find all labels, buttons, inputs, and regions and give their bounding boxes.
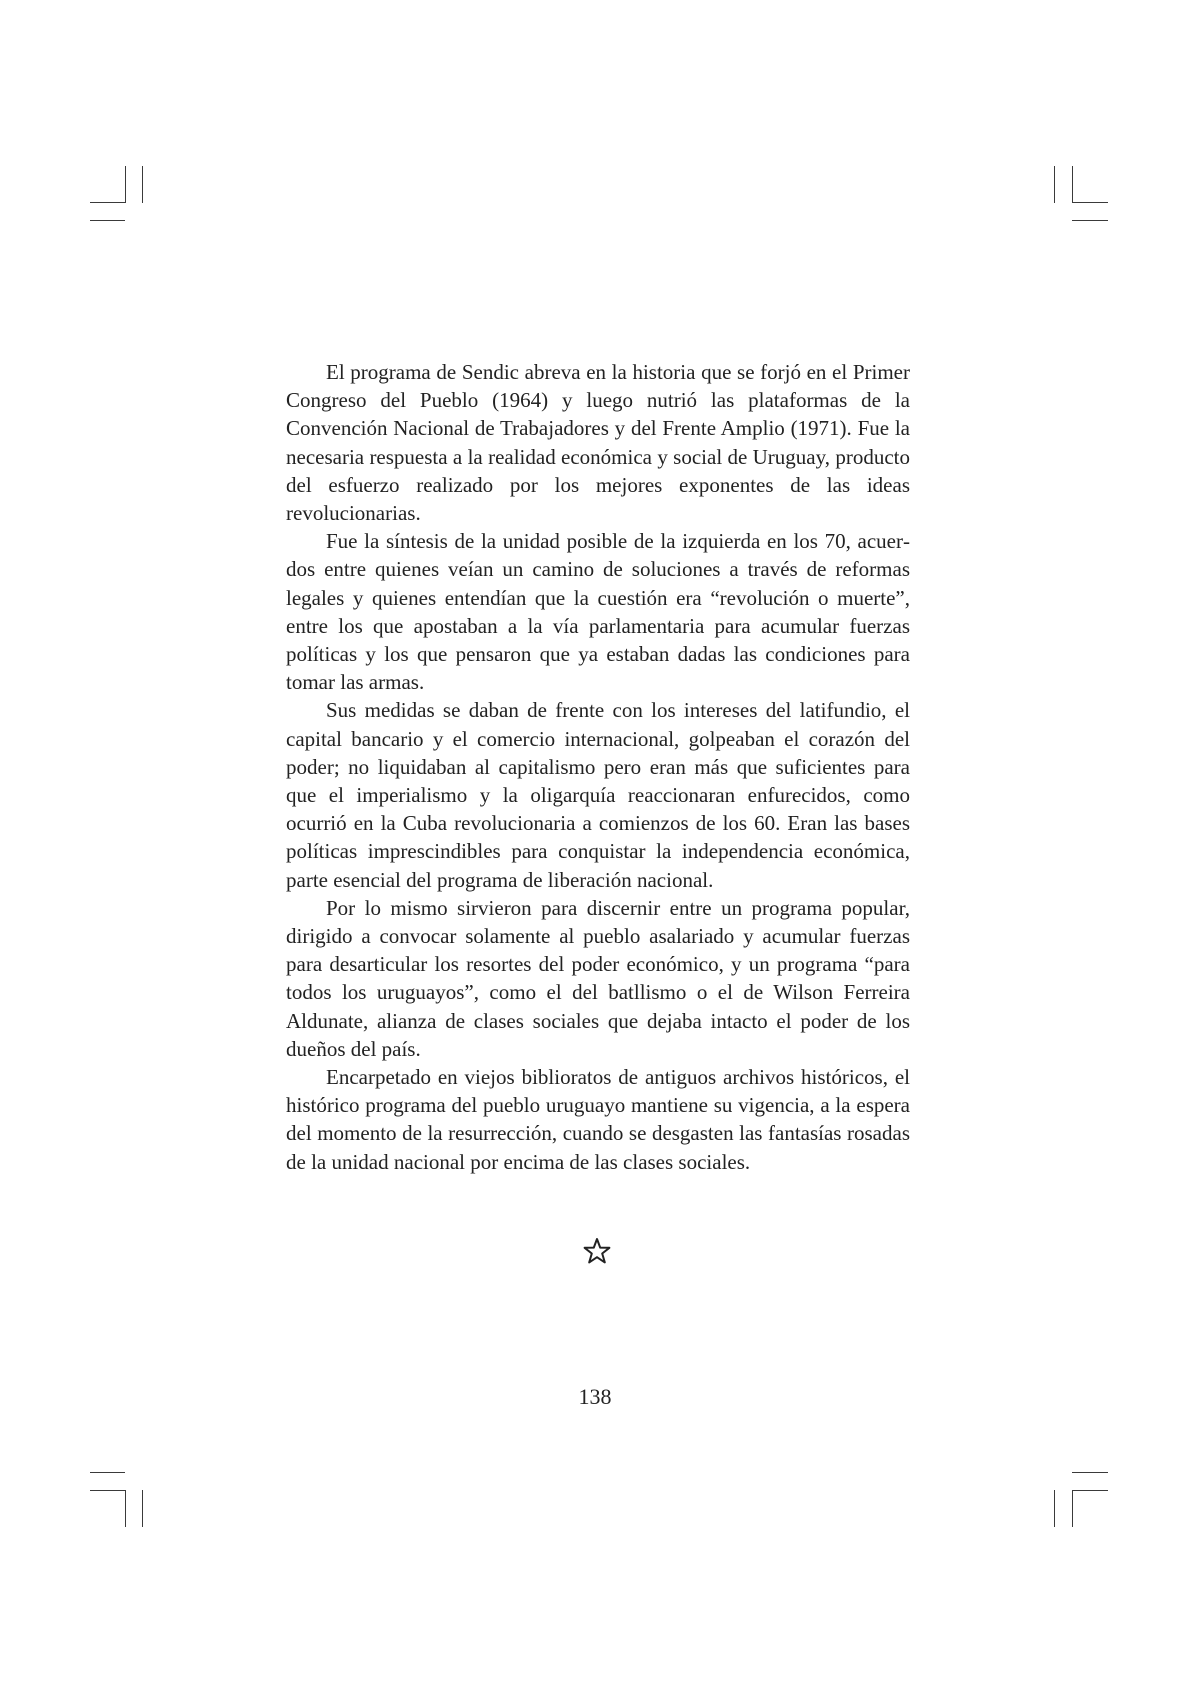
crop-mark xyxy=(125,166,126,203)
paragraph: Fue la síntesis de la unidad posible de la izquierda en los 70, acuerdos entre quienes veían un camino de soluciones a través de reformas legales y quienes entendían que la cuestión era “revolución o muerte”, entre los que apostaban a la vía parlamentaria para acumular fuerzas políticas y los que pensaron que ya estaban dadas las condiciones para tomar las armas. xyxy=(286,529,910,695)
paragraph: Por lo mismo sirvieron para discernir entre un programa popular, dirigido a convocar solamente al pueblo asalariado y acumular fuerzas para desarticular los resortes del poder económico, y un programa “para todos los uruguayos”, como el del batllismo o el de Wilson Ferreira Aldunate, alianza de clases sociales que dejaba intacto el poder de los dueños del país. xyxy=(286,895,910,1061)
crop-mark xyxy=(142,1490,143,1527)
crop-mark xyxy=(1072,202,1108,203)
crop-mark xyxy=(1072,166,1073,203)
crop-mark xyxy=(1054,1490,1055,1527)
crop-mark xyxy=(90,202,125,203)
crop-mark xyxy=(142,166,143,203)
crop-mark xyxy=(90,220,125,221)
paragraph: Sus medidas se daban de frente con los intereses del latifundio, el capital bancario y el comercio internacional, golpeaban el corazón del poder; no liquidaban al capitalismo pero eran más que suficientes para que el imperialismo y la oligarquía reaccionaran enfurecidos, como ocurrió en la Cuba revolucionaria a comienzos de los 60. Eran las bases políticas imprescindibles para conquistar la independencia económica, parte esencial del programa de liberación nacional. xyxy=(286,698,910,892)
crop-mark xyxy=(125,1490,126,1527)
crop-mark xyxy=(1054,166,1055,203)
star-outline-icon xyxy=(582,1236,612,1266)
crop-mark xyxy=(90,1490,125,1491)
paragraph: El programa de Sendic abreva en la historia que se forjó en el Primer Congreso del Pueblo (1964) y luego nutrió las plataformas de la Convención Nacional de Trabajadores y del Frente Amplio (1971). Fue la necesaria respuesta a la realidad económica y social de Uruguay, producto del esfuerzo realizado por los mejores exponentes de las ideas revolucionarias. xyxy=(286,360,910,526)
body-text xyxy=(286,358,910,1176)
crop-mark xyxy=(1072,220,1108,221)
crop-mark xyxy=(1072,1490,1108,1491)
crop-mark xyxy=(1072,1490,1073,1527)
page-number: 138 xyxy=(578,1384,612,1409)
crop-mark xyxy=(1072,1472,1108,1473)
crop-mark xyxy=(90,1472,125,1473)
paragraph: Encarpetado en viejos biblioratos de antiguos archivos históricos, el histórico programa del pueblo uruguayo mantiene su vigencia, a la espera del momento de la resurrección, cuando se desgasten las fantasías rosadas de la unidad nacional por encima de las clases sociales. xyxy=(286,1065,910,1174)
